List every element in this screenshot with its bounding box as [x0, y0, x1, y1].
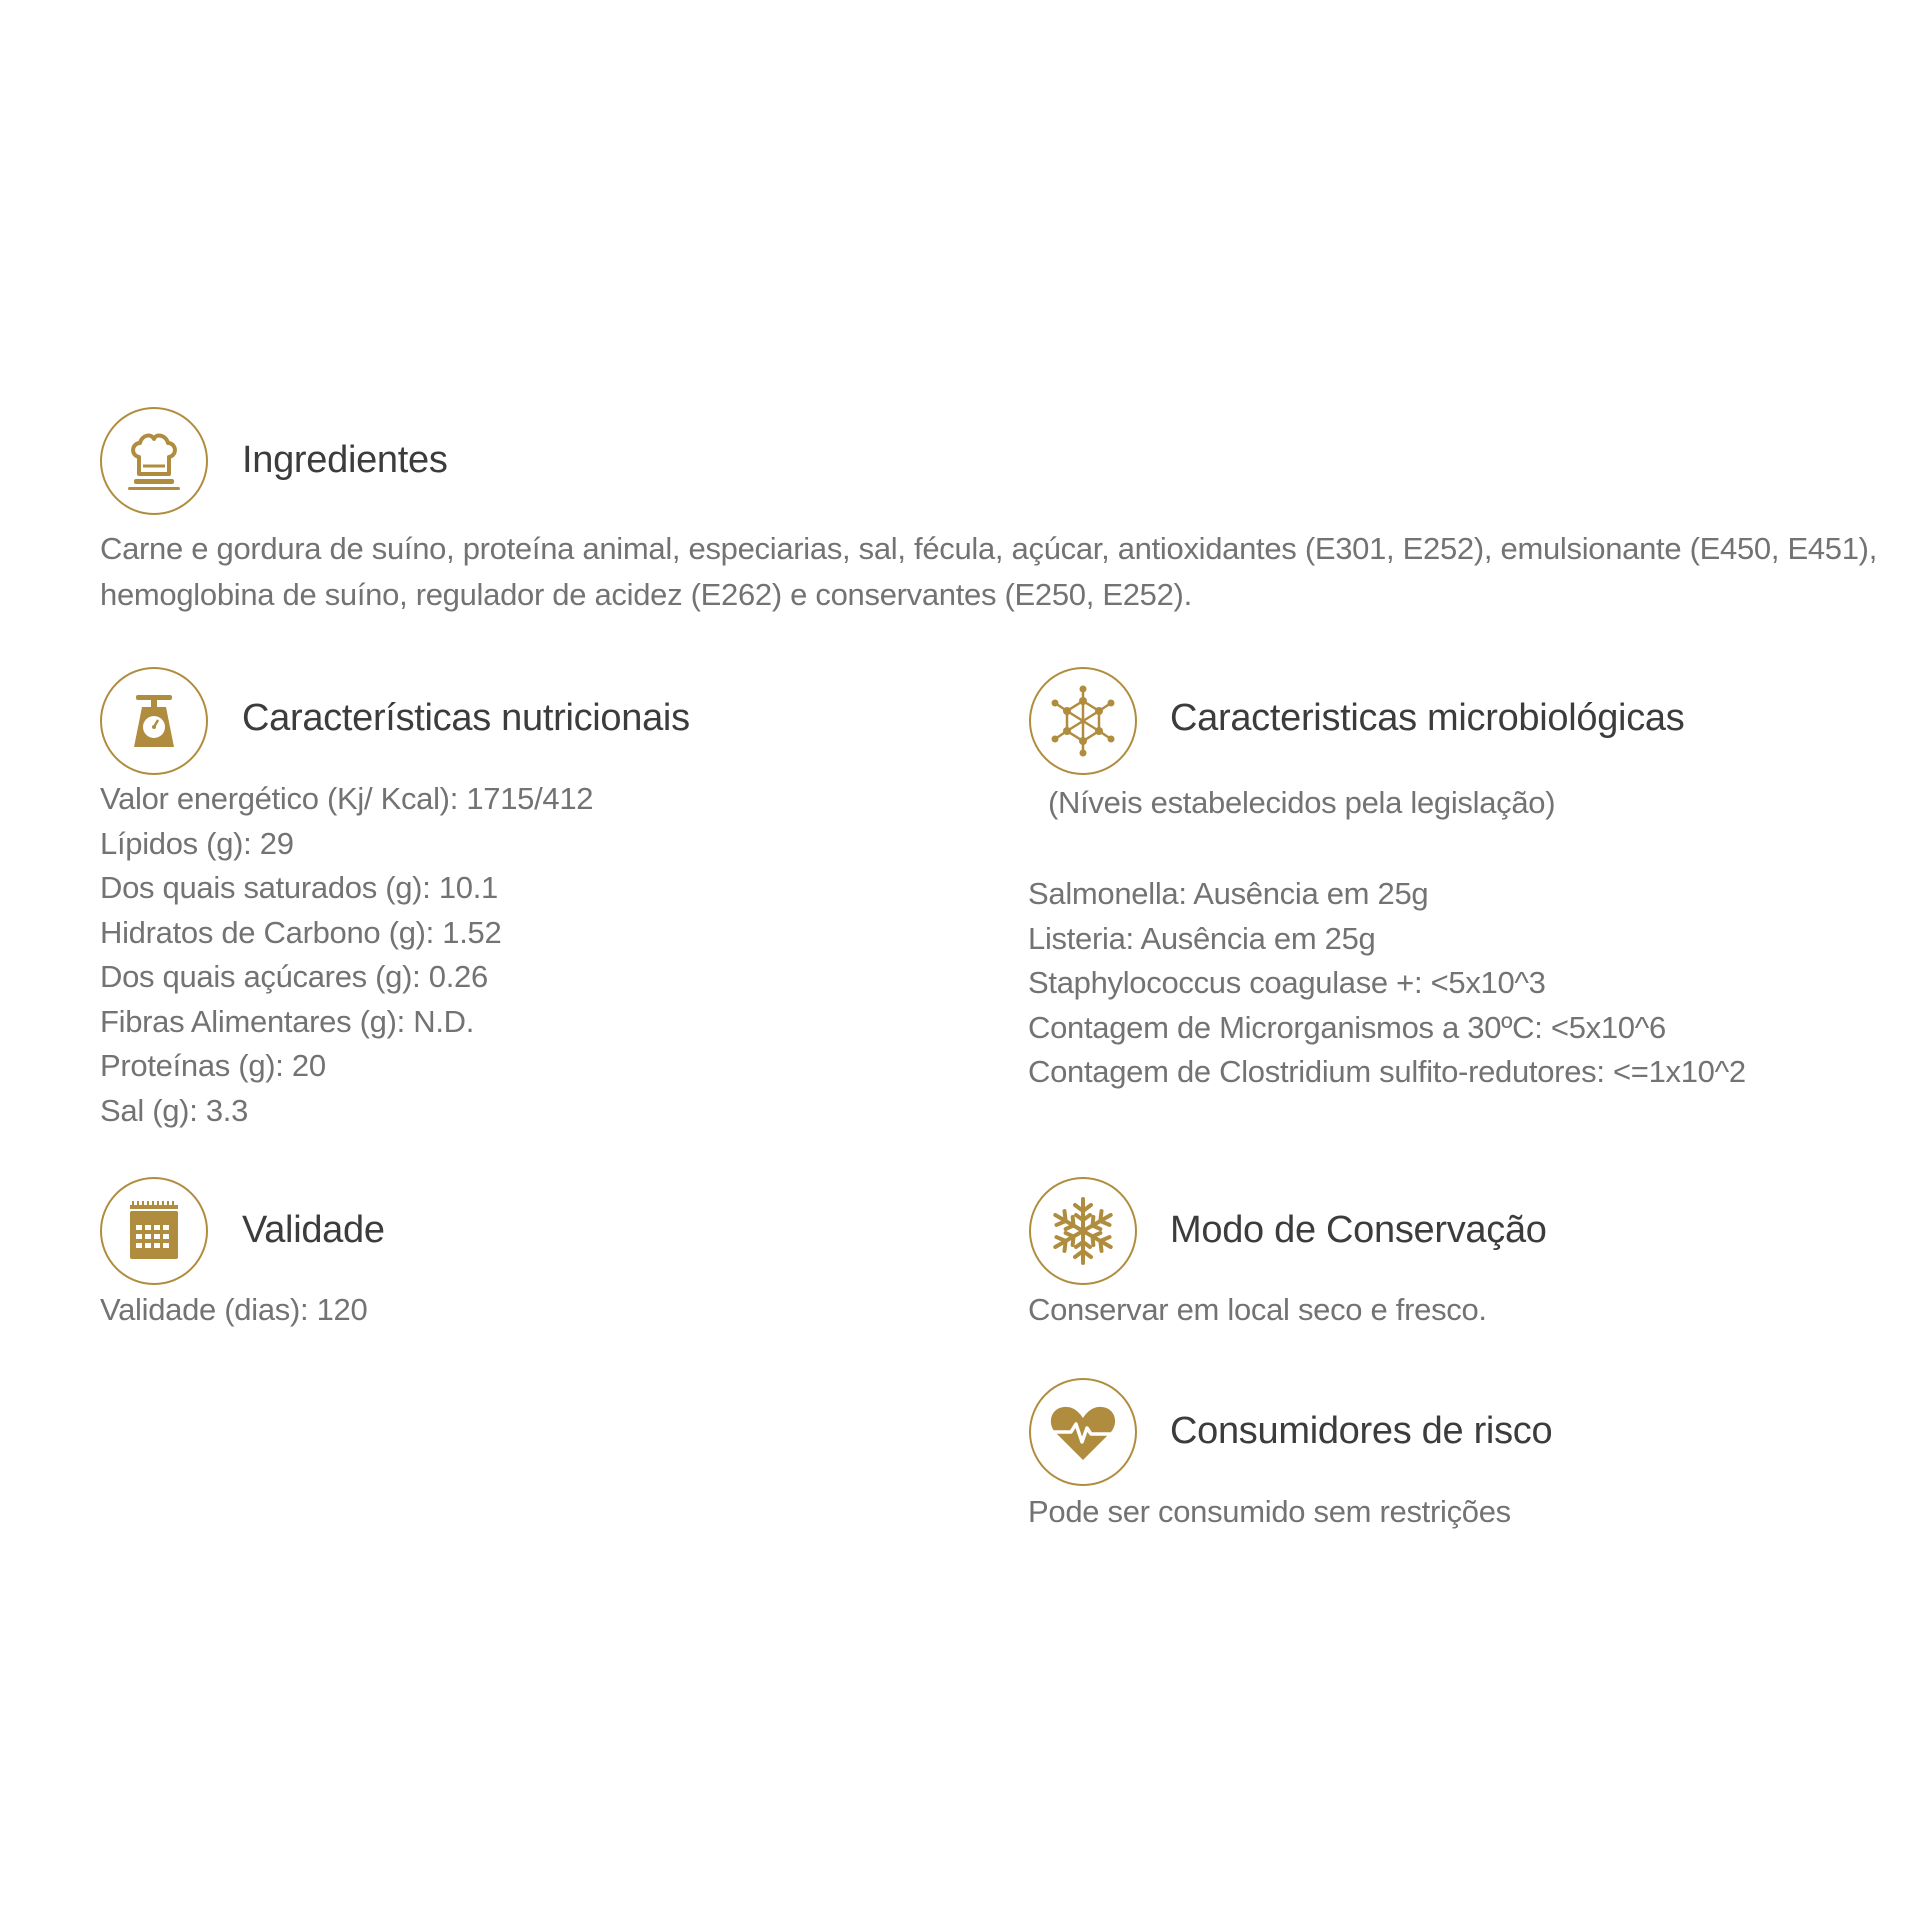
- list-item: Dos quais saturados (g): 10.1: [100, 870, 498, 905]
- list-item: Salmonella: Ausência em 25g: [1028, 876, 1429, 911]
- list-item: Listeria: Ausência em 25g: [1028, 920, 1376, 956]
- list-item: Lípidos (g): 29: [100, 825, 294, 861]
- validity-text: Validade (dias): 120: [100, 1292, 368, 1327]
- list-item: Hidratos de Carbono (g): 1.52: [100, 914, 502, 950]
- list-item: Staphylococcus coagulase +: <5x10^3: [1028, 965, 1546, 1000]
- conservation-text: Conservar em local seco e fresco.: [1028, 1292, 1487, 1327]
- microbiology-list: [1028, 872, 1746, 1095]
- nutrition-title: Características nutricionais: [242, 697, 690, 739]
- microbiology-title: Caracteristicas microbiológicas: [1170, 697, 1685, 739]
- chef-hat-icon: [100, 407, 208, 515]
- ingredients-text: Carne e gordura de suíno, proteína animal, especiarias, sal, fécula, açúcar, antioxidantes (E301, E252), emulsionante (E450, E451), hemoglobina de suíno, regulador de acidez (E262) e conservantes (E250, E252).: [100, 531, 1878, 612]
- heart-pulse-icon: [1029, 1378, 1137, 1486]
- list-item: Dos quais açúcares (g): 0.26: [100, 959, 488, 994]
- nutrition-list: [100, 777, 593, 1133]
- risk-text: Pode ser consumido sem restrições: [1028, 1494, 1511, 1529]
- validity-title: Validade: [242, 1209, 385, 1251]
- ingredients-title: Ingredientes: [242, 439, 448, 481]
- conservation-title: Modo de Conservação: [1170, 1209, 1547, 1251]
- list-item: Valor energético (Kj/ Kcal): 1715/412: [100, 781, 594, 816]
- calendar-icon: [100, 1177, 208, 1285]
- microbiology-subtitle: (Níveis estabelecidos pela legislação): [1048, 785, 1556, 820]
- risk-title: Consumidores de risco: [1170, 1410, 1553, 1452]
- list-item: Fibras Alimentares (g): N.D.: [100, 1003, 475, 1039]
- list-item: Contagem de Microrganismos a 30ºC: <5x10^6: [1028, 1009, 1666, 1045]
- kitchen-scale-icon: [100, 667, 208, 775]
- list-item: Contagem de Clostridium sulfito-redutores: <=1x10^2: [1028, 1054, 1746, 1089]
- snowflake-icon: [1029, 1177, 1137, 1285]
- list-item: Proteínas (g): 20: [100, 1048, 326, 1083]
- molecule-icon: [1029, 667, 1137, 775]
- list-item: Sal (g): 3.3: [100, 1092, 249, 1128]
